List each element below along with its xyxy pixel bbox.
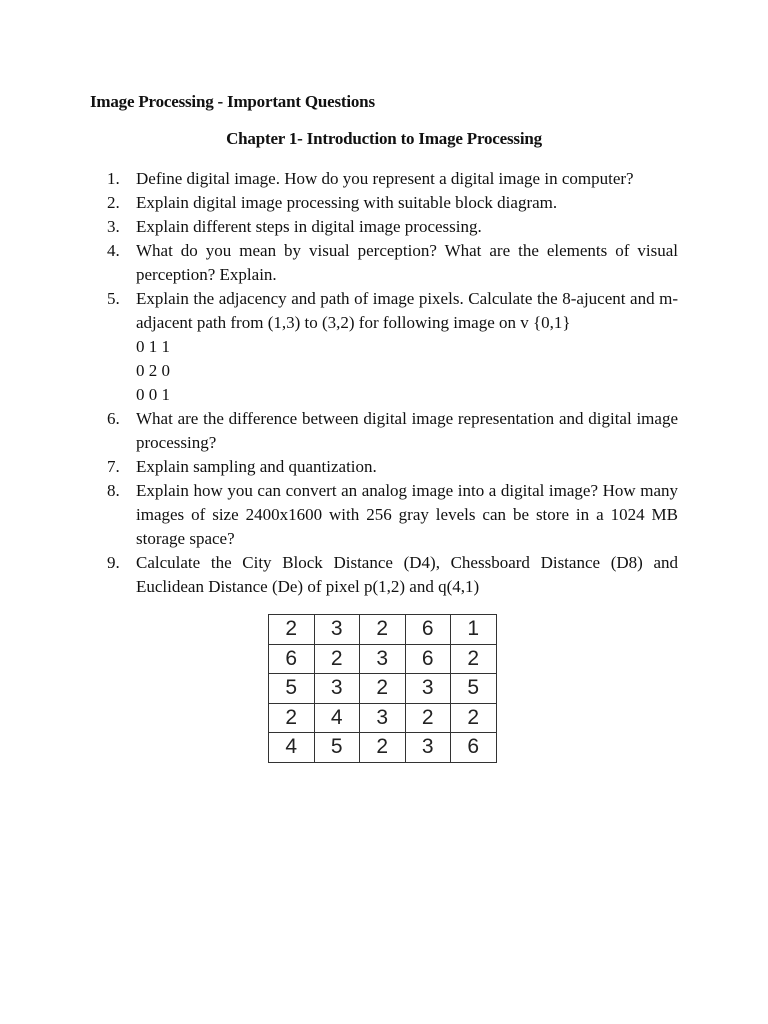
question-item: [107, 407, 678, 455]
chapter-title: Chapter 1- Introduction to Image Processing: [226, 129, 542, 148]
question-text: Explain different steps in digital image processing.: [136, 217, 482, 236]
document-title: Image Processing - Important Questions: [90, 92, 375, 111]
pixel-grid-table: [268, 614, 497, 763]
grid-cell: 3: [314, 674, 360, 704]
question-item: [107, 191, 678, 215]
question-item: [107, 551, 678, 599]
question-number: 9.: [107, 553, 120, 572]
grid-cell: 2: [360, 674, 406, 704]
matrix-row: 0 2 0: [136, 361, 170, 380]
question-number: 4.: [107, 241, 120, 260]
grid-cell: 2: [360, 615, 406, 645]
grid-row: [269, 674, 497, 704]
matrix-row: 0 1 1: [136, 337, 170, 356]
grid-row: [269, 703, 497, 733]
question-text: Define digital image. How do you represent a digital image in computer?: [136, 169, 634, 188]
grid-row: [269, 733, 497, 763]
pixel-grid: [268, 614, 497, 763]
question-number: 3.: [107, 217, 120, 236]
question-text: Explain how you can convert an analog image into a digital image? How many images of size 2400x1600 with 256 gray levels can be store in a 1024 MB storage space?: [136, 481, 678, 548]
grid-cell: 4: [314, 703, 360, 733]
question-text: Calculate the City Block Distance (D4), Chessboard Distance (D8) and Euclidean Distance (De) of pixel p(1,2) and q(4,1): [136, 553, 678, 596]
question-item: [107, 239, 678, 287]
question-number: 1.: [107, 169, 120, 188]
grid-cell: 2: [360, 733, 406, 763]
grid-cell: 2: [405, 703, 451, 733]
grid-cell: 6: [269, 644, 315, 674]
grid-cell: 2: [269, 703, 315, 733]
grid-cell: 2: [451, 703, 497, 733]
grid-cell: 6: [451, 733, 497, 763]
question-item: [107, 287, 678, 407]
question-item: [107, 167, 678, 191]
grid-cell: 1: [451, 615, 497, 645]
question-item: [107, 455, 678, 479]
question-list: [107, 167, 678, 599]
grid-row: [269, 644, 497, 674]
question-text: Explain digital image processing with suitable block diagram.: [136, 193, 558, 212]
grid-row: [269, 615, 497, 645]
grid-cell: 3: [360, 703, 406, 733]
grid-cell: 2: [314, 644, 360, 674]
grid-cell: 3: [360, 644, 406, 674]
grid-cell: 3: [405, 674, 451, 704]
grid-cell: 5: [314, 733, 360, 763]
grid-cell: 2: [269, 615, 315, 645]
question-item: [107, 215, 678, 239]
question-text: Explain sampling and quantization.: [136, 457, 377, 476]
question-number: 8.: [107, 481, 120, 500]
grid-cell: 5: [451, 674, 497, 704]
question-text: What do you mean by visual perception? What are the elements of visual perception? Explain.: [136, 241, 678, 284]
question-item: [107, 479, 678, 551]
question-number: 6.: [107, 409, 120, 428]
grid-cell: 3: [405, 733, 451, 763]
question-text: What are the difference between digital image representation and digital image processing?: [136, 409, 678, 452]
question-number: 2.: [107, 193, 120, 212]
question-number: 7.: [107, 457, 120, 476]
grid-cell: 4: [269, 733, 315, 763]
matrix-row: 0 0 1: [136, 385, 170, 404]
question-number: 5.: [107, 289, 120, 308]
grid-cell: 2: [451, 644, 497, 674]
grid-cell: 5: [269, 674, 315, 704]
grid-cell: 3: [314, 615, 360, 645]
grid-cell: 6: [405, 615, 451, 645]
grid-cell: 6: [405, 644, 451, 674]
question-text: Explain the adjacency and path of image pixels. Calculate the 8-ajucent and m-adjacent path from (1,3) to (3,2) for following image on v {0,1}: [136, 289, 678, 332]
